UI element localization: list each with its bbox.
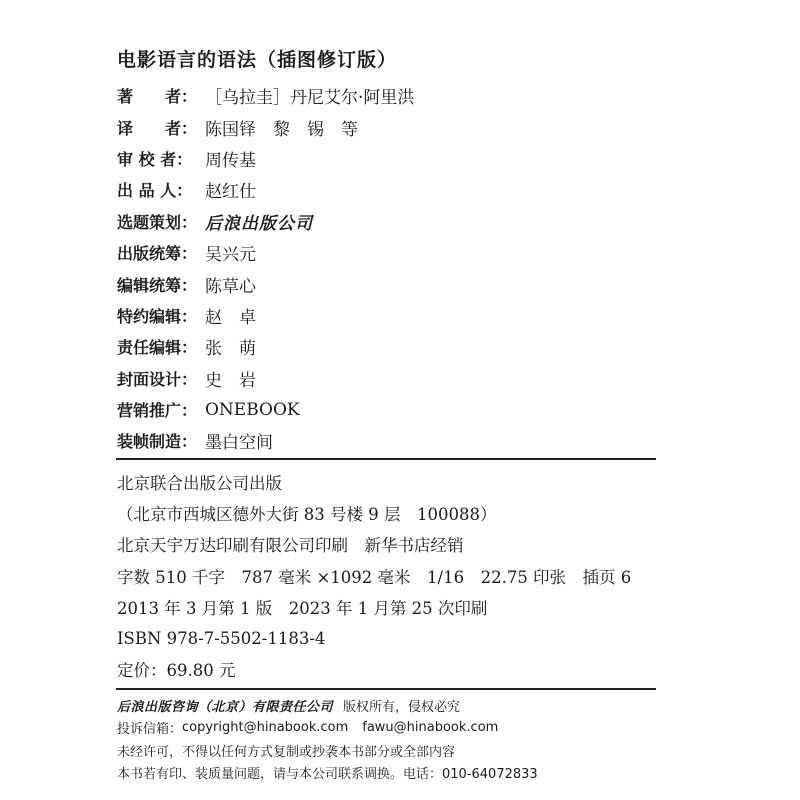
isbn-line: ISBN 978-7-5502-1183-4 <box>117 628 326 648</box>
credit-row-editorial-coordination <box>117 268 677 299</box>
printer-line: 北京天宇万达印刷有限公司印刷 新华书店经销 <box>117 536 464 556</box>
email-copyright[interactable]: copyright@hinabook.com <box>182 720 349 736</box>
credit-value: 陈国铎 黎 锡 等 <box>205 119 358 140</box>
contact-label: 投诉信箱： <box>117 722 183 738</box>
divider-top <box>116 458 656 460</box>
credit-value: 张 萌 <box>205 339 256 360</box>
credit-row-special-editor <box>117 300 677 331</box>
specs-line: 字数 510 千字 787 毫米 ×1092 毫米 1/16 22.75 印张 插页 6 <box>117 567 632 587</box>
credit-label: 审 校 者： <box>117 149 193 169</box>
credit-row-marketing <box>117 394 677 425</box>
credit-row-author <box>117 80 677 111</box>
publication-info <box>117 466 677 685</box>
credit-value: ONEBOOK <box>205 399 300 420</box>
footer-rights: 版权所有，侵权必究 <box>343 699 461 715</box>
credit-row-binding <box>117 425 677 456</box>
footer-warning: 未经许可，不得以任何方式复制或抄袭本书部分或全部内容 <box>117 744 456 760</box>
credit-label: 特约编辑： <box>117 306 198 326</box>
credit-value: 周传基 <box>205 150 256 171</box>
credit-row-cover-design <box>117 363 677 394</box>
credits-list <box>117 80 677 457</box>
footer-publisher: 后浪出版咨询（北京）有限责任公司 <box>117 699 334 715</box>
credit-value: 陈草心 <box>205 276 256 297</box>
credit-value: 吴兴元 <box>205 245 256 266</box>
price-line: 定价：69.80 元 <box>117 661 236 681</box>
credit-label: 著 者： <box>117 87 198 107</box>
credit-label: 装帧制造： <box>117 432 198 452</box>
footer-contact-line <box>117 717 677 740</box>
credit-value: 墨白空间 <box>205 433 273 454</box>
footer-rights-line <box>117 694 677 717</box>
credit-label: 译 者： <box>117 118 198 138</box>
divider-bottom <box>116 688 656 690</box>
credit-label: 责任编辑： <box>117 338 198 358</box>
publisher-line: 北京联合出版公司出版 <box>117 473 282 493</box>
credit-label: 营销推广： <box>117 401 198 421</box>
footer-notice: 本书若有印、装质量问题，请与本公司联系调换。电话：010-64072833 <box>117 767 538 783</box>
credit-value: 后浪出版公司 <box>205 213 313 234</box>
credit-value: ［乌拉圭］丹尼艾尔·阿里洪 <box>205 88 415 109</box>
book-title: 电影语言的语法（插图修订版） <box>117 49 398 71</box>
email-legal[interactable]: fawu@hinabook.com <box>362 720 499 736</box>
footer <box>117 694 677 784</box>
address-line: （北京市西城区德外大街 83 号楼 9 层 100088） <box>117 504 497 524</box>
edition-line: 2013 年 3 月第 1 版 2023 年 1 月第 25 次印刷 <box>117 598 488 618</box>
credit-label: 编辑统筹： <box>117 275 198 295</box>
credit-value: 赵红仕 <box>205 182 256 203</box>
credit-row-producer <box>117 174 677 205</box>
credit-value: 史 岩 <box>205 370 256 391</box>
credit-row-translator <box>117 111 677 142</box>
credit-row-responsible-editor <box>117 331 677 362</box>
credit-value: 赵 卓 <box>205 307 256 328</box>
credit-label: 出 品 人： <box>117 181 193 201</box>
credit-row-coordination <box>117 237 677 268</box>
credit-label: 封面设计： <box>117 369 198 389</box>
credit-row-planning <box>117 206 677 237</box>
credit-row-reviewer <box>117 143 677 174</box>
credit-label: 选题策划： <box>117 212 198 232</box>
credit-label: 出版统筹： <box>117 244 198 264</box>
